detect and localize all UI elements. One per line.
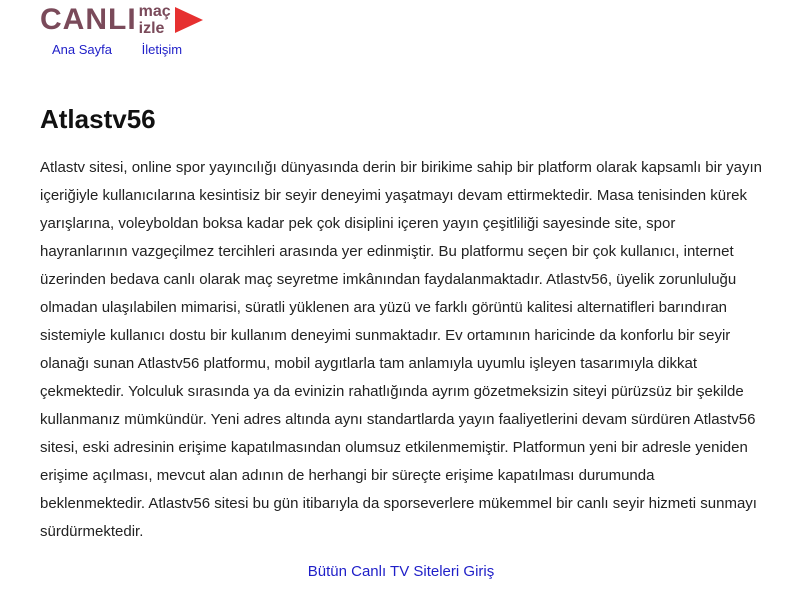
all-live-tv-sites-link[interactable]: Bütün Canlı TV Siteleri Giriş [307,563,495,580]
logo-text: CANLI [40,3,137,36]
site-logo[interactable] [40,2,800,38]
nav-home-link[interactable]: Ana Sayfa [52,42,112,57]
nav-contact-link[interactable]: İletişim [141,42,183,57]
header [0,0,800,64]
main-nav [40,41,800,59]
main-content [0,102,800,588]
page-title: Atlastv56 [40,104,156,134]
logo-text-stack [139,3,171,37]
play-icon [175,7,203,33]
logo-text-bottom: izle [138,20,165,37]
logo-text-top: maç [138,3,171,20]
article-body: Atlastv sitesi, online spor yayıncılığı dünyasında derin bir birikime sahip bir platform olarak kapsamlı bir yayın içeriğiyle kullanıcılarına kesintisiz bir seyir deneyimi yaşatmayı devam ettirmektedir. Masa tenisinden kürek yarışlarına, voleyboldan boksa kadar pek çok disiplini içeren yayın çeşitliliği sayesinde site, spor hayranlarının vazgeçilmez tercihleri arasında yer edinmiştir. Bu platformu seçen bir çok kullanıcı, internet üzerinden bedava canlı olarak maç seyretme imkânından faydalanmaktadır. Atlastv56, üyelik zorunluluğu olmadan ulaşılabilen mimarisi, süratli yüklenen ara yüzü ve farklı görüntü kalitesi alternatifleri barındıran sistemiyle kullanıcı dostu bir kullanım deneyimi sunmaktadır. Ev ortamının haricinde da konforlu bir seyir olanağı sunan Atlastv56 platformu, mobil aygıtlarla tam anlamıyla uyumlu işleyen tasarımıyla dikkat çekmektedir. Yolculuk sırasında ya da evinizin rahatlığında ayrım gözetmeksizin siteyi pürüzsüz bir şekilde kullanmanız mümkündür. Yeni adres altında aynı standartlarda yayın faaliyetlerini devam sürdüren Atlastv56 sitesi, eski adresinin erişime kapatılmasından olumsuz etkilenmemiştir. Platformun yeni bir adresle yeniden erişime açılması, mevcut alan adının de herhangi bir süreçte erişime kapatılması durumunda beklenmektedir. Atlastv56 sitesi bu gün itibarıyla da sporseverlere mükemmel bir canlı seyir hizmeti sunmayı sürdürmektedir. [40,159,762,540]
footer [40,560,762,588]
